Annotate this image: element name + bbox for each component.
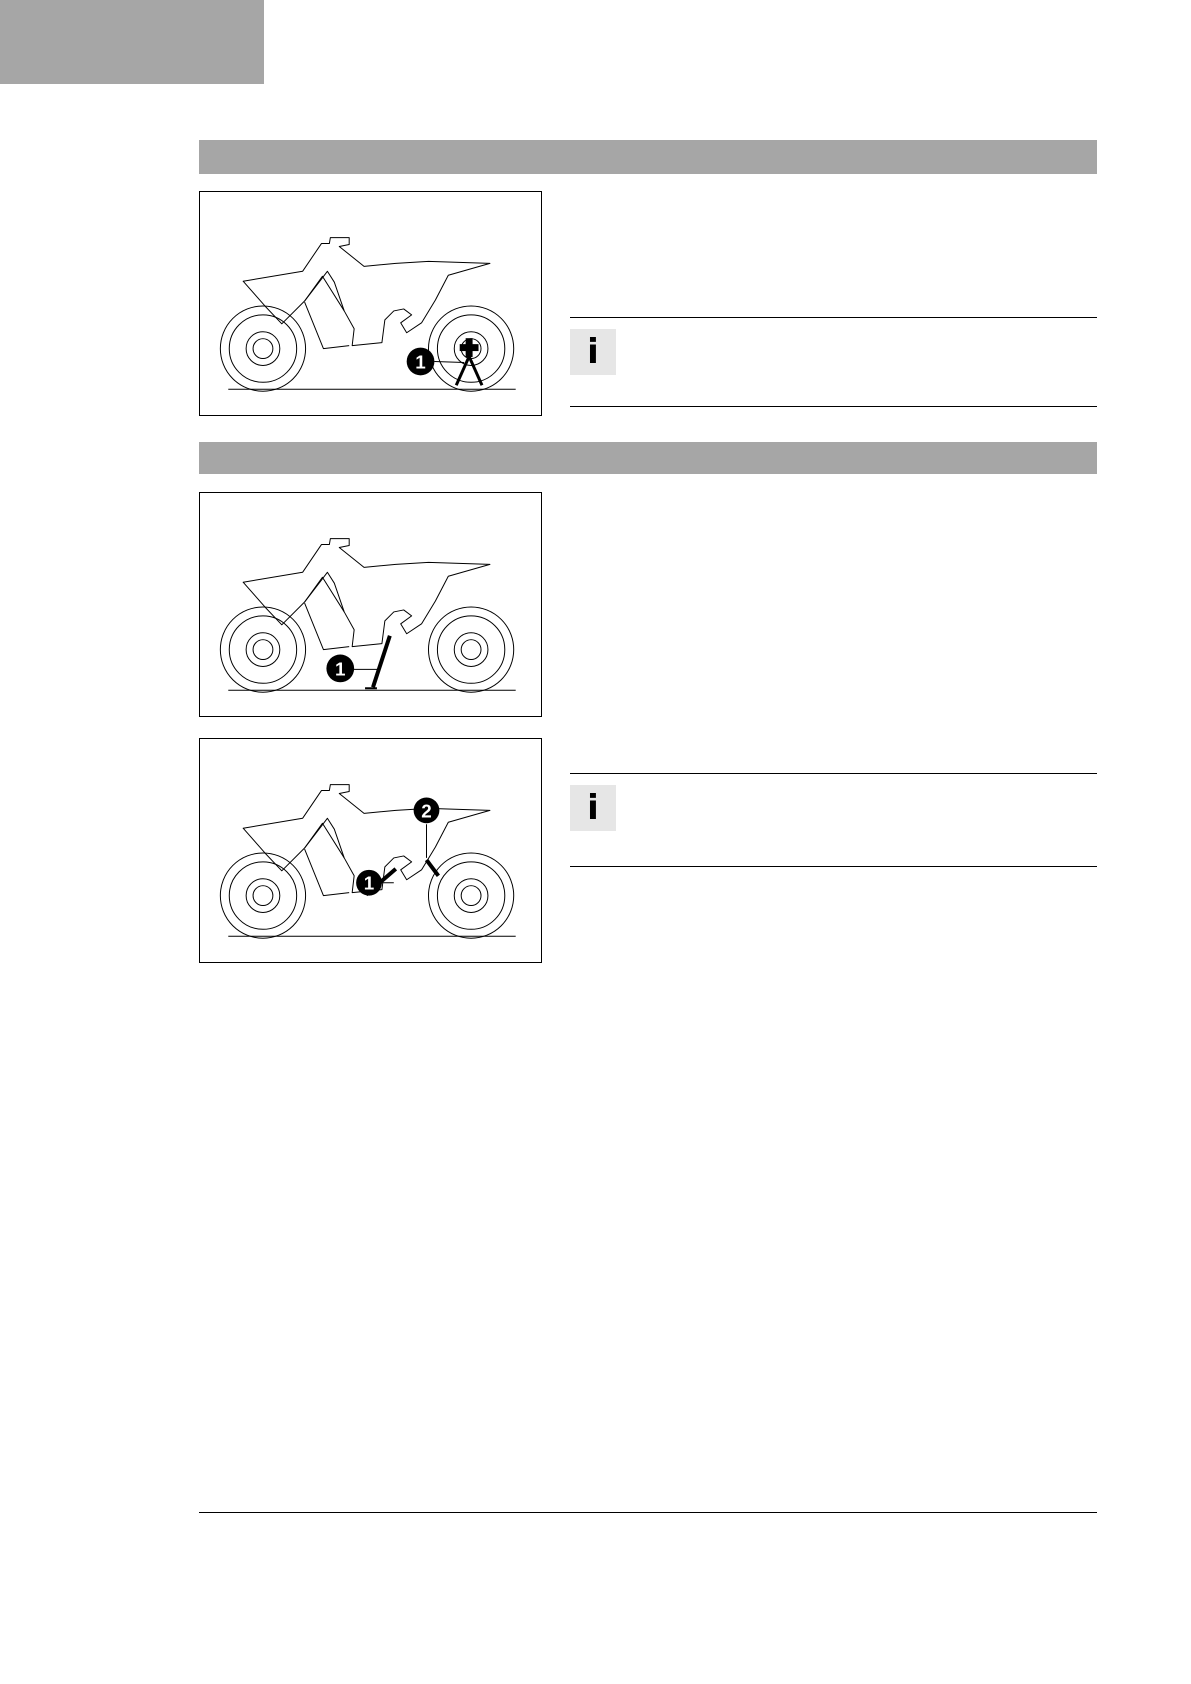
callout-1: 1 — [335, 658, 346, 680]
figure-motorcycle-rear-stand — [199, 191, 542, 416]
callout-2: 2 — [421, 800, 432, 822]
footer-rule — [199, 1512, 1097, 1513]
section-header-bar — [199, 140, 1097, 174]
figure-motorcycle-side-stand — [199, 492, 542, 717]
info-icon: i — [570, 329, 616, 375]
figure-motorcycle-stand-folded — [199, 738, 542, 963]
note-top-rule — [570, 773, 1097, 774]
callout-1: 1 — [415, 351, 426, 373]
note-bottom-rule — [570, 866, 1097, 867]
chapter-tab — [0, 0, 264, 84]
callout-1: 1 — [363, 872, 375, 894]
note-bottom-rule — [570, 406, 1097, 407]
note-top-rule — [570, 317, 1097, 318]
info-icon: i — [570, 785, 616, 831]
section-header-bar — [199, 442, 1097, 474]
